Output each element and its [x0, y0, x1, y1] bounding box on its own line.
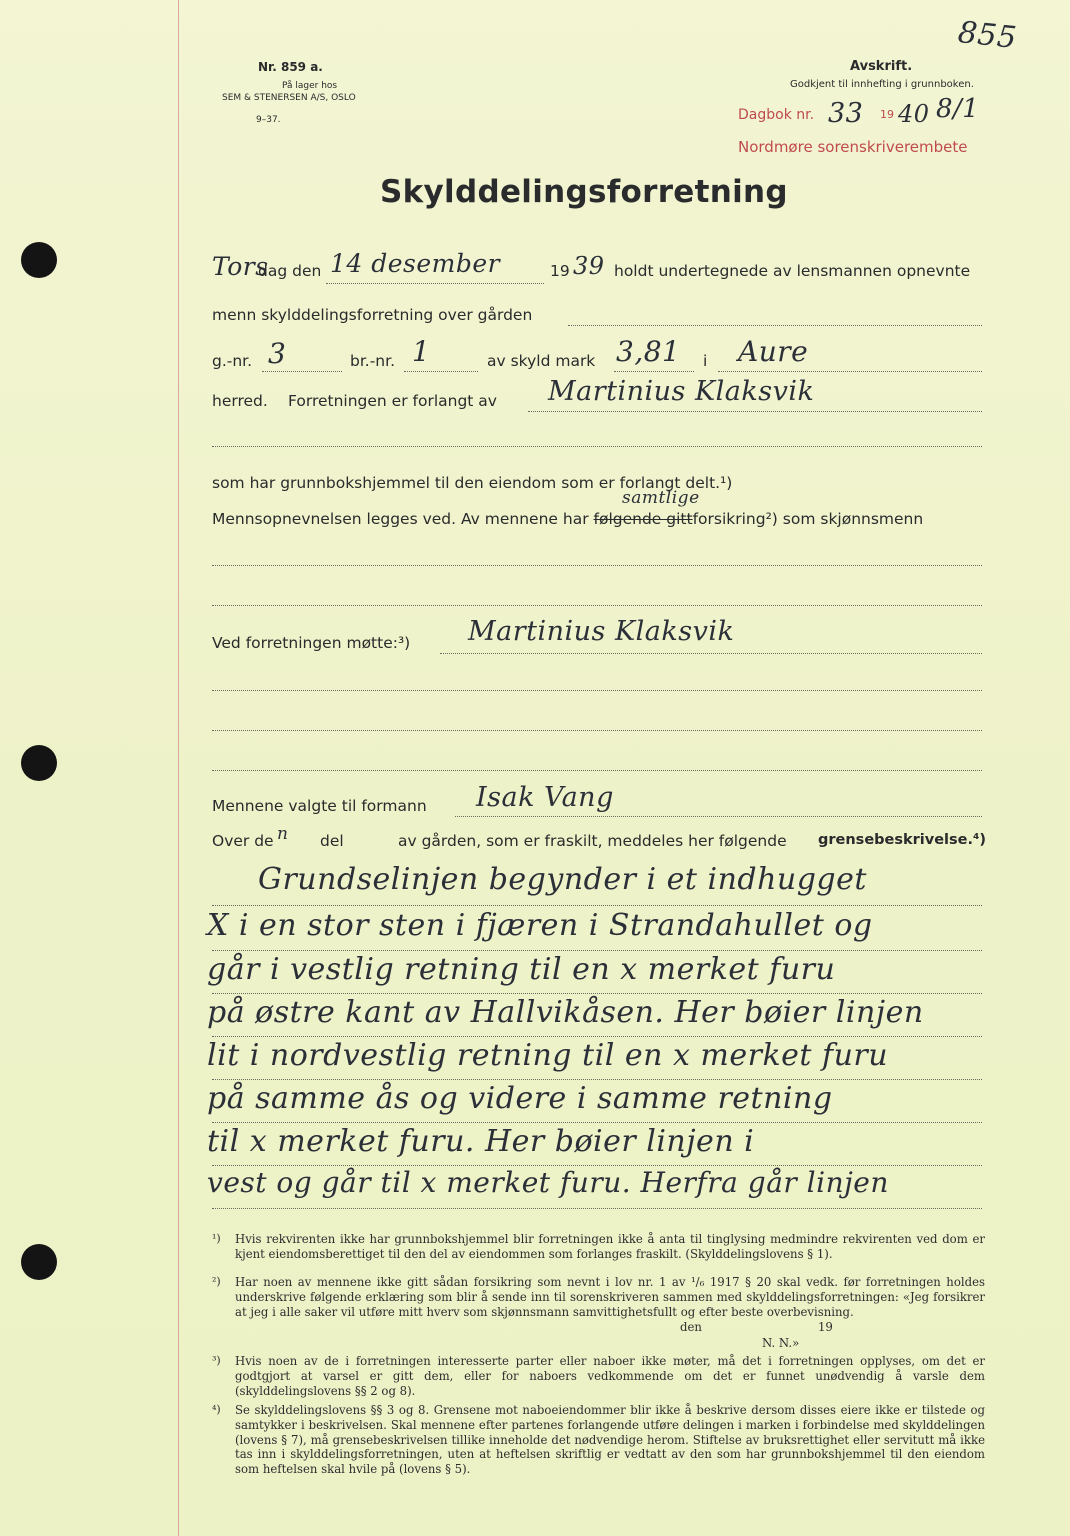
blank-line [212, 730, 982, 731]
publisher-line2: SEM & STENERSEN A/S, OSLO [222, 93, 356, 103]
desc-line [212, 1122, 982, 1123]
date-handwritten: 14 desember [330, 249, 501, 278]
requested-line [528, 411, 982, 412]
herred-line [718, 371, 982, 372]
over-de-suffix: n [277, 824, 289, 844]
year-prefix: 19 [550, 262, 570, 280]
blank-line [212, 770, 982, 771]
weekday-handwritten: Tors [212, 252, 269, 281]
intro-line2: menn skylddelingsforretning over gården [212, 306, 533, 324]
desc-line-text: X i en stor sten i fjæren i Strandahullet og [207, 908, 873, 943]
desc-line [212, 1079, 982, 1080]
punch-hole [21, 242, 57, 278]
form-number: Nr. 859 a. [258, 60, 323, 74]
blank-line [212, 690, 982, 691]
bnr-line [404, 371, 478, 372]
skyld-value: 3,81 [616, 335, 681, 368]
footnote-year: 19 [818, 1320, 833, 1334]
desc-line-text: Grundselinjen begynder i et indhugget [258, 862, 867, 897]
copy-approval: Godkjent til innhefting i grunnboken. [790, 79, 974, 90]
menn-clause [212, 510, 923, 528]
dagbok-label: Dagbok nr. [738, 107, 815, 123]
dag-den-label: dag den [258, 262, 322, 280]
desc-line-text: lit i nordvestlig retning til en x merket furu [207, 1038, 889, 1073]
margin-rule [178, 0, 179, 1536]
bnr-label: br.-nr. [350, 352, 396, 370]
footnote-text: Har noen av mennene ikke gitt sådan forsikring som nevnt i lov nr. 1 av ¹/₆ 1917 § 20 skal vedk. før forretningen holdes underskrive følgende erklæring som blir å sende inn til sorenskriveren sammen med skylddelingsforretningen: «Jeg forsikrer at jeg i alle saker vil utføre mitt hverv som skjønnsmann samvittighetsfullt og efter beste overbevisning. [235, 1275, 985, 1319]
grunnbok-clause: som har grunnbokshjemmel til den eiendom som er forlangt delt.¹) [212, 474, 733, 492]
gnr-value: 3 [268, 337, 287, 370]
footnote-sign: N. N.» [762, 1336, 800, 1350]
dagbok-number: 33 [828, 98, 864, 129]
date-line [326, 283, 544, 284]
gnr-line [262, 371, 342, 372]
page-number: 855 [956, 15, 1019, 56]
boundary-bold: grensebeskrivelse.⁴) [818, 832, 986, 848]
desc-line-text: på samme ås og videre i samme retning [207, 1081, 833, 1116]
desc-line-text: vest og går til x merket furu. Herfra går linjen [207, 1166, 889, 1199]
i-label: i [703, 352, 708, 370]
chairman-label: Mennene valgte til formann [212, 797, 427, 815]
publisher-line1: På lager hos [282, 81, 338, 91]
footnote-text: Hvis rekvirenten ikke har grunnbokshjemmel blir forretningen ikke å anta til tinglysing medmindre rekvirenten ved dom er kjent eiendomsberettiget til den del av eiendommen som forlanges fraskilt. (Skylddelingslovens § 1). [235, 1232, 985, 1261]
dagbok-date: 8/1 [936, 94, 980, 124]
struck-words: følgende gitt [593, 510, 693, 528]
punch-hole [21, 745, 57, 781]
over-de-label: Over de [212, 832, 274, 850]
copy-heading: Avskrift. [850, 59, 913, 74]
footnote-text: Hvis noen av de i forretningen interesserte parter eller naboer ikke møter, må det i forretningen opplyses, om det er godtgjort at varsel er gitt dem, eller for naboers vedkommende om det er funnet unødvendig å varsle dem (skylddelingslovens §§ 2 og 8). [235, 1354, 985, 1398]
skyld-line [614, 371, 694, 372]
footnote-text: Se skylddelingslovens §§ 3 og 8. Grensene mot naboeiendommer blir ikke å beskrive dersom disses eiere ikke er tilstede og samtykker i beskrivelsen. Skal mennene efter partenes forlangende utføre delingen i marken i forbindelse med skylddelingen (lovens § 7), må grensebeskrivelsen tillike inneholde det nødvendige herom. Stiftelse av bruksrettighet eller servitutt må ikke tas inn i skylddelingsforretningen, uten at heftelsen skriftlig er vedtatt av den som har grunnbokshjemmel til den eiendom som heftelsen skal hvile på (lovens § 5). [235, 1403, 985, 1477]
desc-line [212, 993, 982, 994]
blank-line [212, 446, 982, 447]
punch-hole [21, 1244, 57, 1280]
bnr-value: 1 [412, 335, 431, 368]
desc-line [212, 905, 982, 906]
farm-name-line [568, 325, 982, 326]
intro-text: holdt undertegnede av lensmannen opnevnte [614, 262, 971, 280]
attended-label: Ved forretningen møtte:³) [212, 634, 411, 652]
attended-line [440, 653, 982, 654]
footnote-number: ¹) [212, 1232, 221, 1245]
office-stamp: Nordmøre sorenskriverembete [738, 138, 968, 156]
inserted-word: samtlige [622, 488, 700, 508]
gnr-label: g.-nr. [212, 352, 253, 370]
dagbok-year-prefix: 19 [880, 108, 894, 121]
herred-name: Aure [738, 335, 809, 368]
dagbok-year: 40 [898, 100, 930, 128]
blank-line [212, 565, 982, 566]
chairman-name: Isak Vang [476, 782, 614, 813]
menn-clause-part2: forsikring²) som skjønnsmenn [692, 510, 924, 528]
footnote-number: ⁴) [212, 1403, 221, 1416]
herred-label: herred. [212, 392, 268, 410]
requested-label: Forretningen er forlangt av [288, 392, 497, 410]
del-label: del [320, 832, 344, 850]
desc-line-text: går i vestlig retning til en x merket furu [207, 952, 836, 987]
year-handwritten: 39 [573, 252, 605, 280]
desc-line-text: til x merket furu. Her bøier linjen i [207, 1124, 755, 1159]
form-date-code: 9–37. [256, 115, 281, 125]
desc-line [212, 950, 982, 951]
desc-line-text: på østre kant av Hallvikåsen. Her bøier linjen [207, 995, 924, 1030]
menn-clause-part1: Mennsopnevnelsen legges ved. Av mennene har [212, 510, 589, 528]
boundary-rest: av gården, som er fraskilt, meddeles her følgende [398, 832, 787, 850]
footnote-number: ³) [212, 1354, 221, 1367]
desc-line [212, 1208, 982, 1209]
skyld-label: av skyld mark [487, 352, 596, 370]
requested-by: Martinius Klaksvik [548, 376, 815, 407]
attended-names: Martinius Klaksvik [468, 616, 735, 647]
footnote-den: den [680, 1320, 702, 1334]
footnote-number: ²) [212, 1275, 221, 1288]
desc-line [212, 1036, 982, 1037]
document-title: Skylddelingsforretning [380, 174, 788, 210]
blank-line [212, 605, 982, 606]
chairman-line [455, 816, 982, 817]
